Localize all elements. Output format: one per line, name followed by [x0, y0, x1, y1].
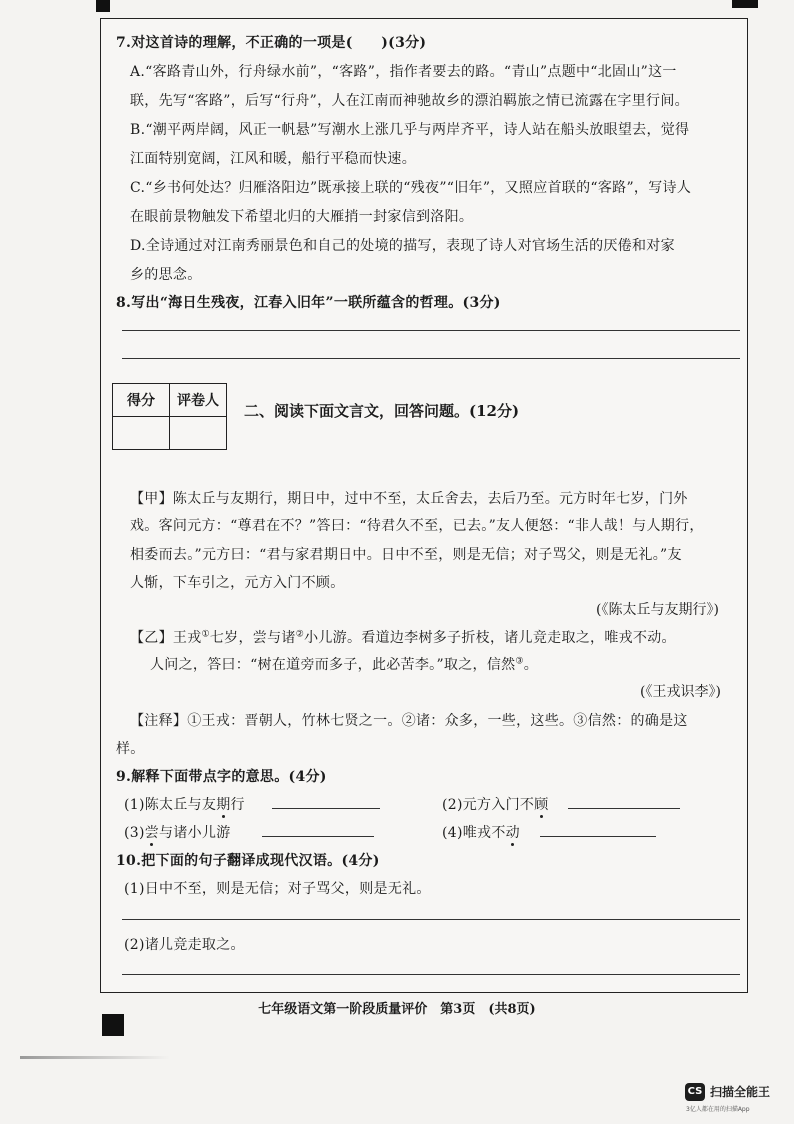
passage-b-line1 — [130, 627, 676, 647]
q9-answer-4[interactable] — [540, 836, 656, 837]
footnote-marker: ② — [295, 629, 305, 640]
q9-stem: 9.解释下面带点字的意思。(4分) — [116, 769, 327, 785]
passage-a-source: (《陈太丘与友期行》) — [596, 602, 719, 618]
q9-item-text: (1)陈太丘与友 — [124, 797, 217, 813]
q7-option-b-line2: 江面特别宽阔，江风和暖，船行平稳而快速。 — [130, 151, 416, 167]
q7-option-c-line1: C.“乡书何处达？归雁洛阳边”既承接上联的“残夜”“旧年”，又照应首联的“客路”，写诗人 — [130, 180, 692, 196]
q9-dotted-char: 期 — [216, 797, 231, 813]
q10-stem: 10.把下面的句子翻译成现代汉语。(4分) — [116, 853, 380, 869]
q7-option-b-line1: B.“潮平两岸阔，风正一帆悬”写潮水上涨几乎与两岸齐平，诗人站在船头放眼望去，觉得 — [130, 122, 690, 138]
q9-item-3 — [124, 822, 231, 842]
bottom-left-mark — [102, 1014, 124, 1036]
top-left-mark — [96, 0, 110, 12]
q7-option-a-line2: 联，先写“客路”，后写“行舟”，人在江南而神驰故乡的漂泊羁旅之情已流露在字里行间。 — [130, 93, 689, 109]
q7-option-d-line2: 乡的思念。 — [130, 267, 202, 283]
q9-item-text: (2)元方入门不 — [442, 797, 535, 813]
q9-item-1 — [124, 794, 245, 814]
q9-item-2 — [442, 794, 549, 814]
passage-a-line4: 人惭，下车引之，元方入门不顾。 — [130, 575, 345, 591]
notes-line1: 【注释】①王戎：晋朝人，竹林七贤之一。②诸：众多，一些，这些。③信然：的确是这 — [130, 713, 688, 729]
passage-b-line2 — [150, 654, 538, 674]
q8-answer-line-2[interactable] — [122, 358, 740, 359]
q9-item-text: (4)唯戎不 — [442, 825, 506, 841]
score-table — [112, 383, 227, 450]
q9-answer-3[interactable] — [262, 836, 374, 837]
passage-a-line2: 戏。客问元方：“尊君在不？”答曰：“待君久不至，已去。”友人便怒：“非人哉！与人期行， — [130, 518, 704, 534]
q7-option-a-line1: A.“客路青山外，行舟绿水前”，“客路”，指作者要去的路。“青山”点题中“北固山”这一 — [130, 64, 677, 80]
passage-a-line3: 相委而去。”元方曰：“君与家君期日中。日中不至，则是无信；对子骂父，则是无礼。”友 — [130, 547, 682, 563]
q9-item-text: 行 — [230, 797, 245, 813]
score-cell[interactable] — [113, 417, 170, 450]
q10-sentence-2: (2)诸儿竞走取之。 — [124, 937, 245, 953]
q10-answer-line-2[interactable] — [122, 974, 740, 975]
section-2-title: 二、阅读下面文言文，回答问题。(12分) — [244, 402, 520, 420]
q9-item-text: 与诸小儿游 — [159, 825, 231, 841]
q7-option-d-line1: D.全诗通过对江南秀丽景色和自己的处境的描写，表现了诗人对官场生活的厌倦和对家 — [130, 238, 675, 254]
q9-answer-2[interactable] — [568, 808, 680, 809]
q9-answer-1[interactable] — [272, 808, 380, 809]
q9-item-4 — [442, 822, 520, 842]
passage-a-line1: 【甲】陈太丘与友期行，期日中，过中不至，太丘舍去，去后乃至。元方时年七岁，门外 — [130, 491, 688, 507]
passage-b-text: 。 — [523, 657, 539, 673]
q8-stem: 8.写出“海日生残夜，江春入旧年”一联所蕴含的哲理。(3分) — [116, 295, 501, 311]
q7-stem: 7.对这首诗的理解，不正确的一项是( )(3分) — [116, 35, 427, 51]
passage-b-text: 【乙】王戎 — [130, 630, 202, 646]
scan-edge-artifact — [20, 1056, 170, 1059]
score-header: 得分 — [113, 384, 170, 417]
q10-answer-line-1[interactable] — [122, 919, 740, 920]
page-footer: 七年级语文第一阶段质量评价 第3页 (共8页) — [258, 1002, 536, 1017]
camscanner-name: 扫描全能王 — [710, 1085, 771, 1099]
notes-line2: 样。 — [116, 741, 145, 757]
camscanner-tagline: 3亿人都在用的扫描App — [686, 1106, 750, 1113]
q10-sentence-1: (1)日中不至，则是无信；对子骂父，则是无礼。 — [124, 881, 431, 897]
grader-cell[interactable] — [170, 417, 227, 450]
footnote-marker: ③ — [515, 656, 524, 667]
q9-item-text: (3) — [124, 825, 145, 841]
passage-b-text: 人问之，答曰：“树在道旁而多子，此必苦李。”取之，信然 — [150, 657, 516, 673]
footnote-marker: ① — [201, 629, 210, 640]
q8-answer-line-1[interactable] — [122, 330, 740, 331]
passage-b-text: 小儿游。看道边李树多子折枝，诸儿竞走取之，唯戎不动。 — [304, 630, 676, 646]
q9-dotted-char: 顾 — [534, 797, 549, 813]
q7-option-c-line2: 在眼前景物触发下希望北归的大雁捎一封家信到洛阳。 — [130, 209, 474, 225]
grader-header: 评卷人 — [170, 384, 227, 417]
passage-b-text: 七岁，尝与诸 — [209, 630, 296, 646]
camscanner-logo: CS — [685, 1083, 705, 1101]
passage-b-source: (《王戎识李》) — [640, 684, 721, 700]
q9-dotted-char: 动 — [505, 825, 520, 841]
top-right-mark — [732, 0, 758, 8]
q9-dotted-char: 尝 — [144, 825, 160, 841]
